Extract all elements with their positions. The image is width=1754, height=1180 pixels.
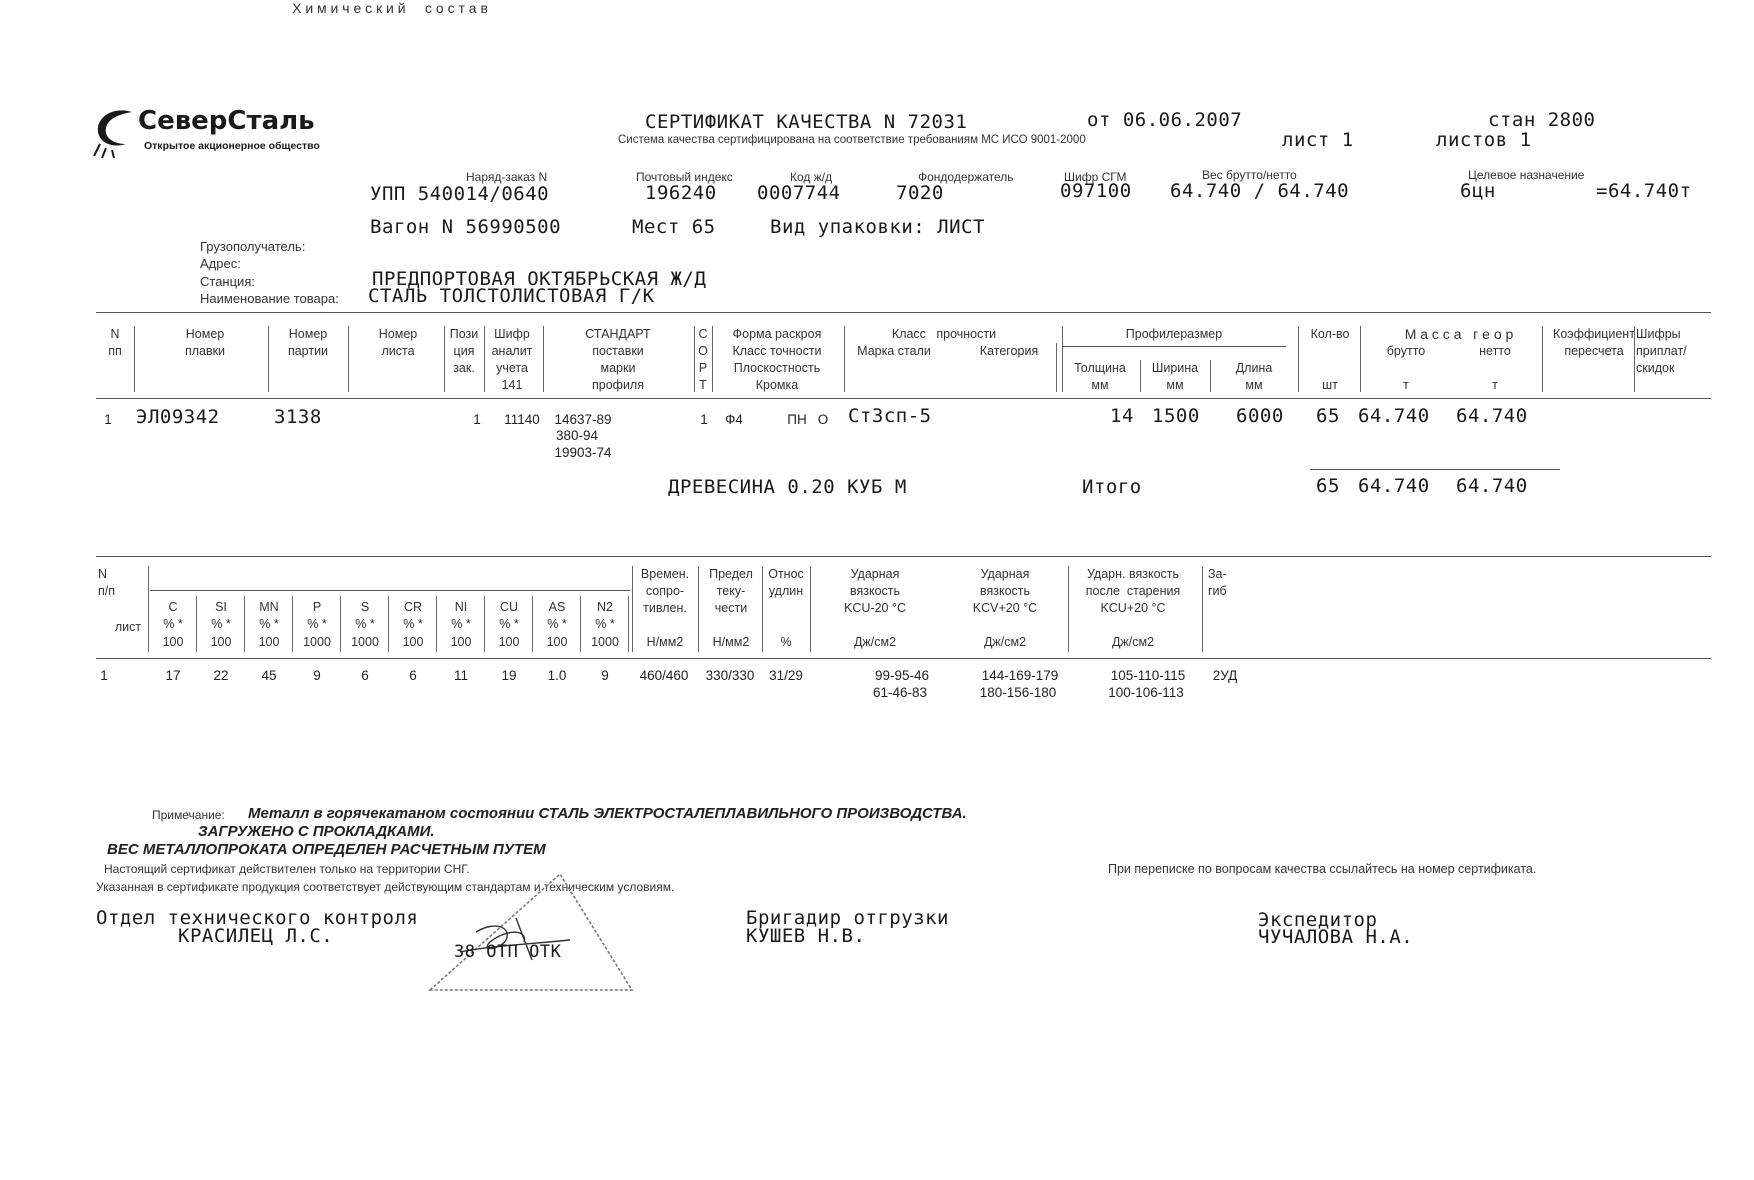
- t1-sep: [134, 326, 135, 392]
- chem-percent-unit: % *: [451, 617, 471, 631]
- chem-percent-unit: % *: [163, 617, 183, 631]
- t2-sep: [148, 566, 149, 652]
- chem-divisor: 100: [546, 635, 568, 649]
- otk-title: Отдел технического контроля: [96, 907, 419, 929]
- chem-element-header: N2: [597, 600, 613, 614]
- chem-percent-unit: % *: [307, 617, 327, 631]
- t2-head-tensile: Времен. сопро- тивлен. Н/мм2: [640, 567, 690, 649]
- t1-row-qty: 65: [1316, 405, 1340, 427]
- chem-element-header: C: [168, 600, 178, 614]
- station-label: Станция:: [200, 274, 255, 289]
- chem-percent-unit: % *: [499, 617, 519, 631]
- holder-label: Фондодержатель: [918, 170, 1014, 184]
- t2-sep: [1202, 566, 1203, 652]
- sgm-value: 097100: [1060, 180, 1132, 202]
- address-label: Адрес:: [200, 256, 241, 271]
- t2-row-kcv-2: 180-156-180: [979, 685, 1057, 700]
- t2-head-kcu-age: Ударн. вязкость после старения KCU+20 °C Дж/см2: [1085, 567, 1181, 649]
- t1-head-category: Категория: [979, 344, 1039, 358]
- purpose-value: =64.740т: [1596, 180, 1692, 202]
- chem-element-header: AS: [548, 600, 566, 614]
- t1-row-length: 6000: [1236, 405, 1284, 427]
- station-value: ПРЕДПОРТОВАЯ ОКТЯБРЬСКАЯ Ж/Д: [372, 268, 707, 290]
- t1-sep: [1542, 326, 1543, 392]
- consignee-label: Грузополучатель:: [200, 239, 306, 254]
- t1-head-melt: Номер плавки: [184, 327, 226, 358]
- logo-name: СеверСталь: [138, 106, 315, 136]
- chem-element-header: S: [360, 600, 370, 614]
- notes-line-4: Настоящий сертификат действителен только на территории СНГ.: [104, 862, 470, 876]
- chem-divisor: 100: [258, 635, 280, 649]
- company-logo: [92, 104, 362, 160]
- t1-sep: [1062, 326, 1063, 392]
- chem-col-sep: [388, 596, 389, 652]
- table1-top-rule: [96, 312, 1711, 313]
- chem-value: 45: [261, 668, 277, 683]
- chem-element-header: P: [312, 600, 322, 614]
- t1-row-thickness: 14: [1110, 405, 1134, 427]
- t1-row-edge: О: [817, 412, 829, 427]
- t2-chem-rule: [150, 590, 630, 591]
- t1-row-position: 1: [473, 412, 481, 427]
- t2-sep: [632, 566, 633, 652]
- sheet-number: лист 1: [1282, 129, 1354, 151]
- table2-top-rule: [96, 556, 1711, 557]
- packaging-type: Вид упаковки: ЛИСТ: [770, 216, 985, 238]
- goods-value: СТАЛЬ ТОЛСТОЛИСТОВАЯ Г/К: [368, 285, 655, 307]
- order-label: Наряд-заказ N: [466, 170, 548, 184]
- weight-value: 64.740 / 64.740: [1170, 180, 1350, 202]
- chem-col-sep: [436, 596, 437, 652]
- chem-value: 9: [601, 668, 609, 683]
- total-label: Итого: [1082, 476, 1142, 498]
- chem-divisor: 100: [498, 635, 520, 649]
- t1-head-sort: С О Р Т: [698, 327, 708, 392]
- certificate-date: от 06.06.2007: [1087, 109, 1243, 131]
- t2-head-yield: Предел теку- чести Н/мм2: [709, 567, 753, 649]
- t2-row-bend: 2УД: [1212, 668, 1238, 683]
- t1-sep: [1360, 326, 1361, 392]
- t1-row-sort: 1: [700, 412, 708, 427]
- brig-title: Бригадир отгрузки: [746, 907, 949, 929]
- notes-line-2: ЗАГРУЖЕНО С ПРОКЛАДКАМИ.: [198, 823, 435, 840]
- t1-sep: [1140, 360, 1141, 392]
- logo-subtitle: Открытое акционерное общество: [144, 140, 320, 152]
- t1-head-standard: СТАНДАРТ поставки марки профиля: [585, 327, 651, 392]
- t2-sep: [698, 566, 699, 652]
- chem-value: 22: [213, 668, 229, 683]
- brig-name: КУШЕВ Н.В.: [746, 925, 866, 947]
- t1-head-qty: Кол-во шт: [1310, 327, 1350, 392]
- t1-row-standard-1: 14637-89: [554, 412, 612, 427]
- chem-element-header: SI: [215, 600, 227, 614]
- t1-head-profile: Профилеразмер: [1125, 327, 1223, 341]
- table2-header-rule: [96, 658, 1711, 659]
- t2-row-kcu-2: 61-46-83: [872, 685, 928, 700]
- postcode-label: Почтовый индекс: [636, 170, 733, 184]
- t1-sep: [844, 326, 845, 392]
- chem-divisor: 1000: [591, 635, 619, 649]
- chem-value: 17: [165, 668, 181, 683]
- chem-col-sep: [580, 596, 581, 652]
- t1-sep: [543, 326, 544, 392]
- order-value: УПП 540014/0640: [370, 183, 550, 205]
- places-count: Мест 65: [632, 216, 716, 238]
- t1-profile-rule: [1062, 346, 1286, 347]
- t1-row-net: 64.740: [1456, 405, 1528, 427]
- chem-divisor: 100: [162, 635, 184, 649]
- logo-emblem-icon: [92, 104, 144, 160]
- table1-header-rule: [96, 398, 1711, 399]
- t1-head-gross: брутто т: [1386, 344, 1426, 392]
- weight-label: Вес брутто/нетто: [1202, 168, 1297, 182]
- t1-head-position: Пози ция зак.: [449, 327, 479, 375]
- mill-number: стан 2800: [1488, 109, 1596, 131]
- t1-sep: [268, 326, 269, 392]
- t2-row-n: 1: [100, 668, 108, 683]
- postcode-value: 196240: [645, 182, 717, 204]
- chem-percent-unit: % *: [547, 617, 567, 631]
- t1-sep: [1298, 326, 1299, 392]
- t1-row-melt: ЭЛ09342: [136, 406, 220, 428]
- t1-row-width: 1500: [1152, 405, 1200, 427]
- railcode-value: 0007744: [757, 182, 841, 204]
- stamp-text: 38 ОТП ОТК: [454, 942, 562, 962]
- holder-value: 7020: [896, 182, 944, 204]
- sgm-label: Шифр СГМ: [1064, 170, 1127, 184]
- total-qty: 65: [1316, 475, 1340, 497]
- t2-head-chem: Х и м и ч е с к и й с о с т а в: [292, 0, 488, 16]
- chem-element-header: CU: [499, 600, 519, 614]
- t2-row-elong: 31/29: [769, 668, 803, 683]
- sheets-total: листов 1: [1436, 129, 1532, 151]
- chem-percent-unit: % *: [211, 617, 231, 631]
- t1-head-n: N пп: [108, 327, 122, 358]
- chem-col-sep: [628, 596, 629, 652]
- notes-label: Примечание:: [152, 808, 225, 822]
- chem-divisor: 100: [450, 635, 472, 649]
- t2-sep: [762, 566, 763, 652]
- purpose-label: Целевое назначение: [1468, 168, 1585, 182]
- railcode-label: Код ж/д: [790, 170, 833, 184]
- t2-head-elong: Относ удлин %: [768, 567, 804, 649]
- chem-value: 19: [501, 668, 517, 683]
- total-net: 64.740: [1456, 475, 1528, 497]
- chem-element-header: MN: [259, 600, 279, 614]
- t2-row-kcu-age-1: 105-110-115: [1110, 668, 1186, 683]
- chem-col-sep: [244, 596, 245, 652]
- t1-row-gross: 64.740: [1358, 405, 1430, 427]
- t1-sep: [1056, 343, 1057, 392]
- quality-system-note: Система качества сертифицирована на соответствие требованиям МС ИСО 9001-2000: [618, 134, 1086, 146]
- t1-head-width: Ширина мм: [1151, 361, 1199, 392]
- t1-head-grade: Марка стали: [857, 344, 931, 358]
- t2-head-sheet: лист: [114, 620, 142, 634]
- t2-row-tensile: 460/460: [639, 668, 689, 683]
- t1-head-codes: Шифры приплат/ скидок: [1636, 327, 1687, 375]
- t1-sep: [712, 326, 713, 392]
- t2-head-bend: За- гиб: [1208, 567, 1227, 598]
- notes-line-5: Указанная в сертификате продукция соответствует действующим стандартам и техническим условиям.: [96, 880, 675, 894]
- exp-name: ЧУЧАЛОВА Н.А.: [1258, 926, 1414, 948]
- chem-value: 1.0: [547, 668, 567, 683]
- chem-percent-unit: % *: [403, 617, 423, 631]
- exp-title: Экспедитор: [1258, 909, 1378, 931]
- notes-right: При переписке по вопросам качества ссылайтесь на номер сертификата.: [1108, 862, 1537, 876]
- t1-head-net: нетто т: [1479, 344, 1511, 392]
- t1-head-sheet: Номер листа: [378, 327, 418, 358]
- chem-divisor: 1000: [351, 635, 379, 649]
- chem-col-sep: [292, 596, 293, 652]
- chem-value: 6: [361, 668, 369, 683]
- total-gross: 64.740: [1358, 475, 1430, 497]
- t2-head-n: N п/п: [98, 567, 116, 598]
- t1-row-flat: ПН: [787, 412, 807, 427]
- t2-row-kcu-age-2: 100-106-113: [1108, 685, 1184, 700]
- chem-element-header: CR: [403, 600, 423, 614]
- t2-sep: [1068, 566, 1069, 652]
- t1-sep: [348, 326, 349, 392]
- t2-row-kcv-1: 144-169-179: [981, 668, 1059, 683]
- wagon-number: Вагон N 56990500: [370, 216, 562, 238]
- t1-head-strength: Класс прочности: [891, 327, 997, 341]
- purpose-code: 6цн: [1460, 180, 1496, 202]
- t1-sep: [1634, 326, 1635, 392]
- t2-row-yield: 330/330: [705, 668, 755, 683]
- chem-element-header: NI: [454, 600, 468, 614]
- chem-percent-unit: % *: [259, 617, 279, 631]
- chem-col-sep: [340, 596, 341, 652]
- t2-head-kcv: Ударная вязкость KCV+20 °C Дж/см2: [972, 567, 1038, 649]
- t1-head-cipher: Шифр аналит учета 141: [491, 327, 533, 392]
- t1-row-standard-3: 19903-74: [554, 445, 612, 460]
- t1-sep: [694, 326, 695, 392]
- chem-value: 11: [453, 668, 468, 683]
- chem-divisor: 100: [402, 635, 424, 649]
- otk-name: КРАСИЛЕЦ Л.С.: [178, 925, 334, 947]
- t1-head-batch: Номер партии: [287, 327, 329, 358]
- t1-head-mass: М а с с а г е о р: [1404, 326, 1514, 342]
- t2-sep: [810, 566, 811, 652]
- t2-row-kcu-1: 99-95-46: [874, 668, 930, 683]
- chem-col-sep: [196, 596, 197, 652]
- t1-head-coef: Коэффициент пересчета: [1553, 327, 1635, 358]
- chem-value: 6: [409, 668, 417, 683]
- t1-sep: [444, 326, 445, 392]
- chem-col-sep: [484, 596, 485, 652]
- t2-head-kcu: Ударная вязкость KCU-20 °C Дж/см2: [844, 567, 906, 649]
- t1-head-thickness: Толщина мм: [1074, 361, 1126, 392]
- certificate-title: СЕРТИФИКАТ КАЧЕСТВА N 72031: [645, 111, 968, 133]
- chem-divisor: 100: [210, 635, 232, 649]
- t1-row-grade: Ст3сп-5: [848, 405, 932, 427]
- t1-head-length: Длина мм: [1235, 361, 1273, 392]
- chem-percent-unit: % *: [595, 617, 615, 631]
- t1-row-n: 1: [104, 412, 112, 427]
- goods-label: Наименование товара:: [200, 291, 339, 306]
- wood-note: ДРЕВЕСИНА 0.20 КУБ М: [668, 476, 907, 498]
- notes-line-1: Металл в горячекатаном состоянии СТАЛЬ ЭЛЕКТРОСТАЛЕПЛАВИЛЬНОГО ПРОИЗВОДСТВА.: [248, 805, 967, 822]
- chem-col-sep: [532, 596, 533, 652]
- t1-row-cipher: 11140: [504, 412, 540, 427]
- t1-row-batch: 3138: [274, 406, 322, 428]
- t1-sep: [484, 326, 485, 392]
- chem-divisor: 1000: [303, 635, 331, 649]
- total-rule: [1310, 469, 1560, 470]
- notes-line-3: ВЕС МЕТАЛЛОПРОКАТА ОПРЕДЕЛЕН РАСЧЕТНЫМ ПУТЕМ: [107, 841, 546, 858]
- chem-value: 9: [313, 668, 321, 683]
- chem-percent-unit: % *: [355, 617, 375, 631]
- t1-row-cut: Ф4: [725, 412, 743, 427]
- t1-sep: [1210, 360, 1211, 392]
- otk-stamp-icon: [420, 868, 640, 998]
- t1-row-standard-2: 380-94: [555, 428, 599, 443]
- t1-head-cut: Форма раскроя Класс точности Плоскостность Кромка: [732, 327, 822, 392]
